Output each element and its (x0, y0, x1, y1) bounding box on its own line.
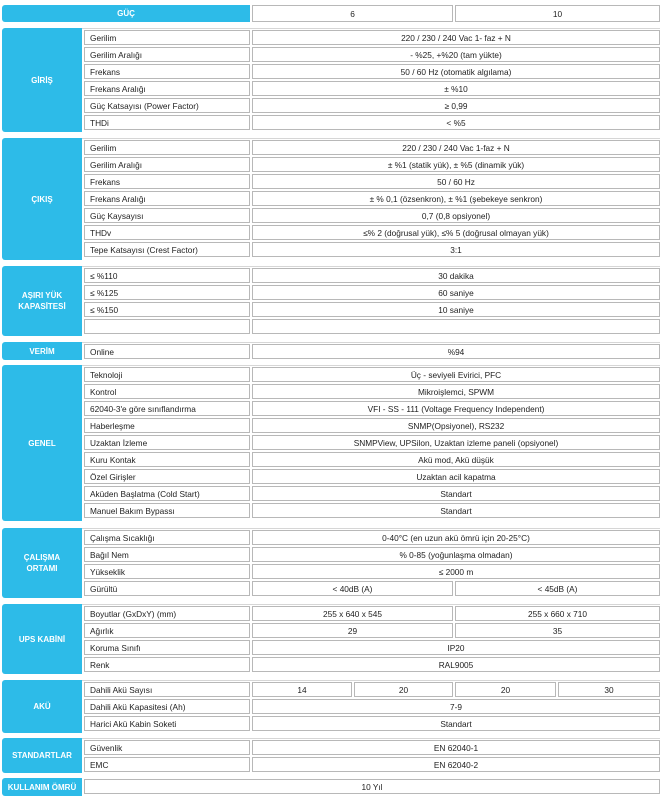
section-lifetime (2, 778, 660, 796)
spec-value: 14 (252, 682, 352, 697)
spec-value (252, 319, 660, 334)
spec-value: 20 (354, 682, 453, 697)
power-label: GÜÇ (2, 5, 250, 22)
spec-value: % 0-85 (yoğunlaşma olmadan) (252, 547, 660, 562)
section-battery-title: AKÜ (2, 680, 82, 733)
spec-value: ± % 0,1 (özsenkron), ± %1 (şebekeye senkron) (252, 191, 660, 206)
spec-label: Online (84, 344, 250, 359)
spec-label: Gürültü (84, 581, 250, 596)
spec-value: VFI - SS - 111 (Voltage Frequency Independent) (252, 401, 660, 416)
spec-label: Çalışma Sıcaklığı (84, 530, 250, 545)
section-input (2, 28, 660, 132)
section-cabinet-title: UPS KABİNİ (2, 604, 82, 674)
spec-label: Ağırlık (84, 623, 250, 638)
spec-label: Gerilim Aralığı (84, 47, 250, 62)
spec-label: Gerilim (84, 30, 250, 45)
spec-value: 20 (455, 682, 556, 697)
spec-value-model-10: 35 (455, 623, 660, 638)
section-output-title: ÇIKIŞ (2, 138, 82, 260)
spec-label: Harici Akü Kabin Soketi (84, 716, 250, 731)
section-overload (2, 266, 660, 336)
section-environment-title: ÇALIŞMA ORTAMI (2, 528, 82, 598)
spec-value: Mikroişlemci, SPWM (252, 384, 660, 399)
spec-value: < %5 (252, 115, 660, 130)
spec-value: 3:1 (252, 242, 660, 257)
spec-label: Gerilim Aralığı (84, 157, 250, 172)
spec-label: Yükseklik (84, 564, 250, 579)
section-efficiency (2, 342, 660, 360)
spec-value: Standart (252, 503, 660, 518)
spec-value: ≤ 2000 m (252, 564, 660, 579)
spec-label: Frekans Aralığı (84, 81, 250, 96)
spec-value: 0,7 (0,8 opsiyonel) (252, 208, 660, 223)
spec-value: Akü mod, Akü düşük (252, 452, 660, 467)
spec-label: THDv (84, 225, 250, 240)
spec-value-model-10: < 45dB (A) (455, 581, 660, 596)
section-environment (2, 528, 660, 598)
lifetime-value: 10 Yıl (84, 779, 660, 794)
spec-label: ≤ %150 (84, 302, 250, 317)
spec-value: Üç - seviyeli Evirici, PFC (252, 367, 660, 382)
spec-value: 30 (558, 682, 660, 697)
spec-label (84, 319, 250, 334)
spec-value: IP20 (252, 640, 660, 655)
section-cabinet (2, 604, 660, 674)
spec-value: - %25, +%20 (tam yükte) (252, 47, 660, 62)
spec-label: THDi (84, 115, 250, 130)
spec-label: Bağıl Nem (84, 547, 250, 562)
spec-value: ≤% 2 (doğrusal yük), ≤% 5 (doğrusal olmayan yük) (252, 225, 660, 240)
spec-label: Dahili Akü Kapasitesi (Ah) (84, 699, 250, 714)
spec-value: %94 (252, 344, 660, 359)
spec-label: Manuel Bakım Bypassı (84, 503, 250, 518)
section-standards-title: STANDARTLAR (2, 738, 82, 773)
spec-label: Boyutlar (GxDxY) (mm) (84, 606, 250, 621)
spec-label: Güç Kaysayısı (84, 208, 250, 223)
spec-label: Güvenlik (84, 740, 250, 755)
spec-value: ± %1 (statik yük), ± %5 (dinamik yük) (252, 157, 660, 172)
spec-value: Uzaktan acil kapatma (252, 469, 660, 484)
section-general-title: GENEL (2, 365, 82, 521)
spec-label: Frekans (84, 174, 250, 189)
spec-label: Koruma Sınıfı (84, 640, 250, 655)
section-standards (2, 738, 660, 773)
section-input-title: GİRİŞ (2, 28, 82, 132)
spec-value: 50 / 60 Hz (252, 174, 660, 189)
section-lifetime-title: KULLANIM ÖMRÜ (2, 778, 82, 796)
spec-label: Kontrol (84, 384, 250, 399)
spec-value: 60 saniye (252, 285, 660, 300)
spec-value: 0-40°C (en uzun akü ömrü için 20-25°C) (252, 530, 660, 545)
section-overload-title: AŞIRI YÜK KAPASİTESİ (2, 266, 82, 336)
spec-label: Haberleşme (84, 418, 250, 433)
spec-value: EN 62040-1 (252, 740, 660, 755)
section-battery (2, 680, 660, 733)
spec-label: Özel Girişler (84, 469, 250, 484)
power-header (2, 5, 660, 22)
spec-value: 50 / 60 Hz (otomatik algılama) (252, 64, 660, 79)
spec-value: 220 / 230 / 240 Vac 1-faz + N (252, 140, 660, 155)
spec-label: Dahili Akü Sayısı (84, 682, 250, 697)
spec-label: Frekans (84, 64, 250, 79)
spec-value: Standart (252, 486, 660, 501)
spec-value-model-6: 29 (252, 623, 453, 638)
spec-value: 220 / 230 / 240 Vac 1- faz + N (252, 30, 660, 45)
spec-value: SNMP(Opsiyonel), RS232 (252, 418, 660, 433)
spec-value: RAL9005 (252, 657, 660, 672)
spec-value: 7-9 (252, 699, 660, 714)
spec-label: Aküden Başlatma (Cold Start) (84, 486, 250, 501)
spec-value: ± %10 (252, 81, 660, 96)
model-6: 6 (252, 5, 453, 22)
spec-value: SNMPView, UPSilon, Uzaktan izleme paneli (opsiyonel) (252, 435, 660, 450)
spec-value: 30 dakika (252, 268, 660, 283)
spec-value-model-6: < 40dB (A) (252, 581, 453, 596)
section-output (2, 138, 660, 260)
spec-label: EMC (84, 757, 250, 772)
spec-label: Uzaktan İzleme (84, 435, 250, 450)
spec-label: 62040-3'e göre sınıflandırma (84, 401, 250, 416)
spec-value: EN 62040-2 (252, 757, 660, 772)
spec-value-model-6: 255 x 640 x 545 (252, 606, 453, 621)
spec-value: ≥ 0,99 (252, 98, 660, 113)
spec-label: Gerilim (84, 140, 250, 155)
section-general (2, 365, 660, 521)
spec-label: ≤ %125 (84, 285, 250, 300)
spec-label: Teknoloji (84, 367, 250, 382)
section-efficiency-title: VERİM (2, 342, 82, 360)
spec-label: Tepe Katsayısı (Crest Factor) (84, 242, 250, 257)
spec-value: Standart (252, 716, 660, 731)
spec-value: 10 saniye (252, 302, 660, 317)
spec-value-model-10: 255 x 660 x 710 (455, 606, 660, 621)
spec-label: ≤ %110 (84, 268, 250, 283)
spec-label: Frekans Aralığı (84, 191, 250, 206)
spec-label: Renk (84, 657, 250, 672)
spec-label: Güç Katsayısı (Power Factor) (84, 98, 250, 113)
model-10: 10 (455, 5, 660, 22)
spec-label: Kuru Kontak (84, 452, 250, 467)
